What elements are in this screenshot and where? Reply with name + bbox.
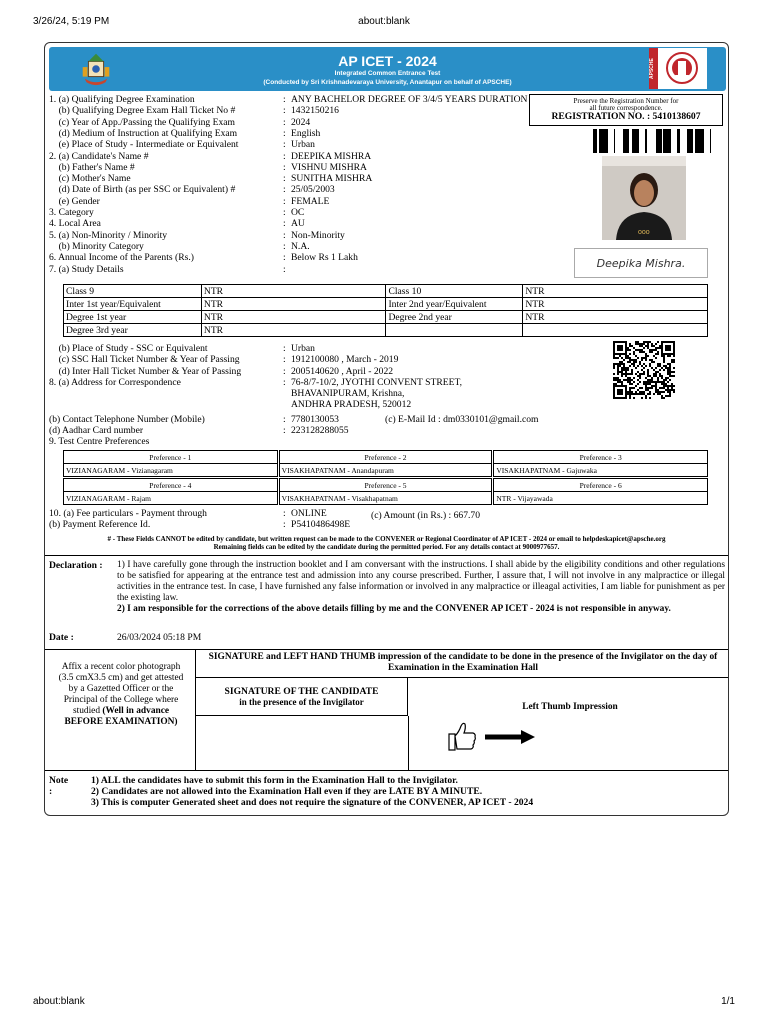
- preference-header: Preference - 1: [64, 451, 279, 464]
- field-label: (b) Qualifying Degree Exam Hall Ticket No #: [49, 105, 236, 117]
- apsche-logo-text: APSCHE: [649, 48, 658, 89]
- study-cell: NTR: [523, 298, 708, 311]
- declaration-label: Declaration :: [49, 560, 103, 571]
- browser-footer: [33, 996, 735, 1007]
- study-cell: NTR: [201, 324, 386, 337]
- edit-note: [45, 535, 728, 551]
- study-row: [64, 311, 708, 324]
- candidate-photo: [602, 156, 686, 240]
- conducted-by: (Conducted by Sri Krishnadevaraya University, Anantapur on behalf of APSCHE): [263, 79, 512, 86]
- study-cell: [523, 324, 708, 337]
- field-value: SUNITHA MISHRA: [291, 173, 373, 185]
- field-value: Urban: [291, 139, 315, 151]
- field-label: (c) Year of App./Passing the Qualifying Exam: [49, 116, 235, 128]
- field-value: OC: [291, 207, 305, 218]
- field-value: Urban: [291, 343, 315, 354]
- study-cell: NTR: [201, 285, 386, 298]
- hall-ticket-sheet: [44, 42, 729, 816]
- page-number: 1/1: [721, 996, 735, 1007]
- colon: :: [283, 354, 286, 366]
- print-datetime: 3/26/24, 5:19 PM: [33, 16, 110, 27]
- registration-note-2: all future correspondence.: [589, 104, 663, 112]
- field-value: Non-Minority: [291, 229, 345, 241]
- field-label: (b) Minority Category: [49, 240, 144, 252]
- preference-value: VISAKHAPATNAM - Gajuwaka: [493, 464, 708, 477]
- study-cell: Degree 1st year: [64, 311, 202, 324]
- colon: :: [283, 252, 286, 264]
- study-row: [64, 298, 708, 311]
- contact-label: (b) Contact Telephone Number (Mobile): [49, 414, 205, 425]
- registration-note-1: Preserve the Registration Number for: [573, 97, 679, 105]
- notes-label: Note :: [49, 775, 69, 797]
- colon: :: [283, 508, 286, 519]
- field-value: ANY BACHELOR DEGREE OF 3/4/5 YEARS DURATION: [291, 94, 528, 105]
- email-value: (c) E-Mail Id : dm0330101@gmail.com: [385, 414, 539, 425]
- field-value: 1432150216: [291, 105, 339, 117]
- print-url: about:blank: [358, 16, 410, 27]
- colon: :: [283, 173, 286, 185]
- colon: :: [283, 94, 286, 105]
- payment-ref-label: (b) Payment Reference Id.: [49, 519, 151, 530]
- study-cell: Degree 3rd year: [64, 324, 202, 337]
- preference-header: Preference - 2: [278, 451, 493, 464]
- colon: :: [283, 139, 286, 151]
- preference-value: VISAKHAPATNAM - Visakhapatnam: [278, 492, 493, 505]
- colon: :: [283, 116, 286, 128]
- apsche-logo: [649, 48, 707, 89]
- colon: :: [283, 195, 286, 207]
- colon: :: [283, 365, 286, 377]
- colon: :: [283, 519, 286, 530]
- study-details-table: [63, 284, 708, 337]
- preference-header: Preference - 3: [493, 451, 708, 464]
- edit-note-line-1: # - These Fields CANNOT be edited by candidate, but written request can be made to the CONVENER or Regional Coordinator of AP ICET - 2024 or email to helpdeskapicet@apsche.org: [107, 535, 666, 543]
- candidate-signature-label-box: [196, 678, 408, 716]
- test-centre-label: 9. Test Centre Preferences: [49, 436, 150, 447]
- field-value: English: [291, 127, 321, 139]
- edit-note-line-2: Remaining fields can be edited by the candidate during the permitted period. For any details contact at 9000977657.: [213, 543, 560, 551]
- field-value: N.A.: [291, 240, 310, 252]
- signature-instructions: SIGNATURE and LEFT HAND THUMB impression of the candidate to be done in the presence of the Invigilator on the day of Examination in the Examination Hall: [196, 650, 729, 678]
- field-value: 2024: [291, 116, 311, 128]
- field-label: 6. Annual Income of the Parents (Rs.): [49, 252, 194, 264]
- study-cell: Class 10: [386, 285, 523, 298]
- fee-amount: (c) Amount (in Rs.) : 667.70: [371, 510, 480, 521]
- date-label: Date :: [49, 632, 74, 643]
- study-cell: NTR: [523, 311, 708, 324]
- field-label: 5. (a) Non-Minority / Minority: [49, 229, 168, 241]
- field-value: VISHNU MISHRA: [291, 161, 367, 173]
- field-label: 2. (a) Candidate's Name #: [49, 150, 149, 162]
- colon: :: [283, 376, 286, 388]
- preference-value: NTR - Vijayawada: [493, 492, 708, 505]
- field-label: (e) Gender: [49, 195, 100, 207]
- colon: :: [283, 229, 286, 241]
- affix-bold-text: (Well in advance BEFORE EXAMINATION): [64, 706, 178, 727]
- note-2: 2) Candidates are not allowed into the Examination Hall even if they are LATE BY A MINUTE.: [91, 786, 483, 797]
- payment-ref-value: P5410486498E: [291, 519, 351, 530]
- header-banner: [49, 47, 726, 91]
- field-label: 1. (a) Qualifying Degree Examination: [49, 94, 195, 105]
- field-label: (b) Father's Name #: [49, 161, 135, 173]
- colon: :: [283, 105, 286, 117]
- colon: :: [283, 414, 286, 425]
- study-cell: NTR: [201, 298, 386, 311]
- field-label: (d) Date of Birth (as per SSC or Equivalent) #: [49, 184, 236, 196]
- field-value: 2005140620 , April - 2022: [291, 365, 394, 377]
- study-cell: NTR: [523, 285, 708, 298]
- field-label: (c) Mother's Name: [49, 173, 131, 185]
- exam-subtitle: Integrated Common Entrance Test: [334, 70, 441, 77]
- preference-value: VIZIANAGARAM - Vizianagaram: [64, 464, 279, 477]
- colon: :: [283, 150, 286, 162]
- field-value: Below Rs 1 Lakh: [291, 252, 358, 264]
- address-line-2: BHAVANIPURAM, Krishna,: [291, 388, 405, 399]
- colon: :: [283, 207, 286, 218]
- field-value: FEMALE: [291, 195, 330, 207]
- fee-label: 10. (a) Fee particulars - Payment through: [49, 508, 207, 519]
- study-cell: Class 9: [64, 285, 202, 298]
- qr-code-icon: [613, 341, 675, 399]
- field-label: (c) SSC Hall Ticket Number & Year of Passing: [49, 354, 240, 366]
- field-label: 7. (a) Study Details: [49, 263, 124, 275]
- aadhar-value: 223128288055: [291, 425, 349, 436]
- preference-value: VIZIANAGARAM - Rajam: [64, 492, 279, 505]
- candidate-signature: Deepika Mishra.: [574, 248, 708, 278]
- declaration-para-1: 1) I have carefully gone through the instruction booklet and I am conversant with the instructions. I shall abide by the eligibility conditions and other regulations to be satisfied for appearing at the entrance test and admission into any course prescribed. Further, I assure that, I will not involve in any malpractice or illegal activities in the entrance test. In case, I have furnished any false information or involved in any malpractice or illeagal activities, I am liable for punishment as per the existing law.: [117, 560, 725, 603]
- field-value: AU: [291, 218, 305, 230]
- thumb-up-icon: [445, 720, 540, 754]
- study-row: [64, 285, 708, 298]
- svg-text:ooo: ooo: [638, 229, 650, 236]
- field-label: 3. Category: [49, 207, 94, 218]
- colon: :: [283, 240, 286, 252]
- colon: :: [283, 184, 286, 196]
- colon: :: [283, 263, 286, 275]
- signature-label: SIGNATURE OF THE CANDIDATE: [224, 686, 379, 697]
- colon: :: [283, 127, 286, 139]
- thumb-impression-label: Left Thumb Impression: [522, 702, 618, 712]
- contact-value: 7780130053: [291, 414, 339, 425]
- apsche-emblem-icon: [663, 51, 701, 86]
- field-value: 25/05/2003: [291, 184, 335, 196]
- colon: :: [283, 218, 286, 230]
- note-1: 1) ALL the candidates have to submit this form in the Examination Hall to the Invigilator.: [91, 775, 458, 786]
- exam-title: AP ICET - 2024: [338, 53, 437, 69]
- registration-box: [529, 94, 723, 126]
- study-cell: Inter 1st year/Equivalent: [64, 298, 202, 311]
- preference-header: Preference - 5: [278, 479, 493, 492]
- aadhar-label: (d) Aadhar Card number: [49, 425, 144, 436]
- preference-header: Preference - 4: [64, 479, 279, 492]
- browser-header: [33, 16, 735, 27]
- colon: :: [283, 425, 286, 436]
- study-cell: [386, 324, 523, 337]
- study-row: [64, 324, 708, 337]
- declaration-para-2: 2) I am responsible for the corrections of the above details filling by me and the CONVENER AP ICET - 2024 is not responsible in anyway.: [117, 604, 671, 614]
- fee-mode: ONLINE: [291, 508, 327, 519]
- barcode-icon: [593, 129, 713, 153]
- preference-header: Preference - 6: [493, 479, 708, 492]
- footer-url: about:blank: [33, 996, 85, 1007]
- date-value: 26/03/2024 05:18 PM: [117, 632, 202, 643]
- registration-number: REGISTRATION NO. : 5410138607: [551, 111, 701, 122]
- affix-photo-instructions: [57, 662, 185, 728]
- affix-text: Affix a recent color photograph (3.5 cmX3.5 cm) and get attested by a Gazetted Officer or the Principal of the College where studied: [58, 662, 184, 716]
- address-line-3: ANDHRA PRADESH, 520012: [291, 399, 412, 410]
- study-cell: NTR: [201, 311, 386, 324]
- note-3: 3) This is computer Generated sheet and does not require the signature of the CONVENER, AP ICET - 2024: [91, 797, 534, 808]
- colon: :: [283, 343, 286, 354]
- field-label: (d) Inter Hall Ticket Number & Year of Passing: [49, 365, 242, 377]
- preference-value: VISAKHAPATNAM - Anandapuram: [278, 464, 493, 477]
- signature-grid: [45, 649, 729, 771]
- field-label: (d) Medium of Instruction at Qualifying Exam: [49, 127, 238, 139]
- field-value: 76-8/7-10/2, JYOTHI CONVENT STREET,: [291, 376, 462, 388]
- declaration-text: [117, 560, 725, 615]
- field-value: 1912100080 , March - 2019: [291, 354, 399, 366]
- colon: :: [283, 161, 286, 173]
- study-cell: Inter 2nd year/Equivalent: [386, 298, 523, 311]
- signature-sublabel: in the presence of the Invigilator: [239, 697, 364, 707]
- field-value: DEEPIKA MISHRA: [291, 150, 372, 162]
- study-cell: Degree 2nd year: [386, 311, 523, 324]
- field-label: (b) Place of Study - SSC or Equivalent: [49, 343, 208, 354]
- test-centre-preferences: [63, 450, 708, 507]
- field-label: 8. (a) Address for Correspondence: [49, 376, 181, 388]
- field-label: 4. Local Area: [49, 218, 101, 230]
- field-label: (e) Place of Study - Intermediate or Equivalent: [49, 139, 239, 151]
